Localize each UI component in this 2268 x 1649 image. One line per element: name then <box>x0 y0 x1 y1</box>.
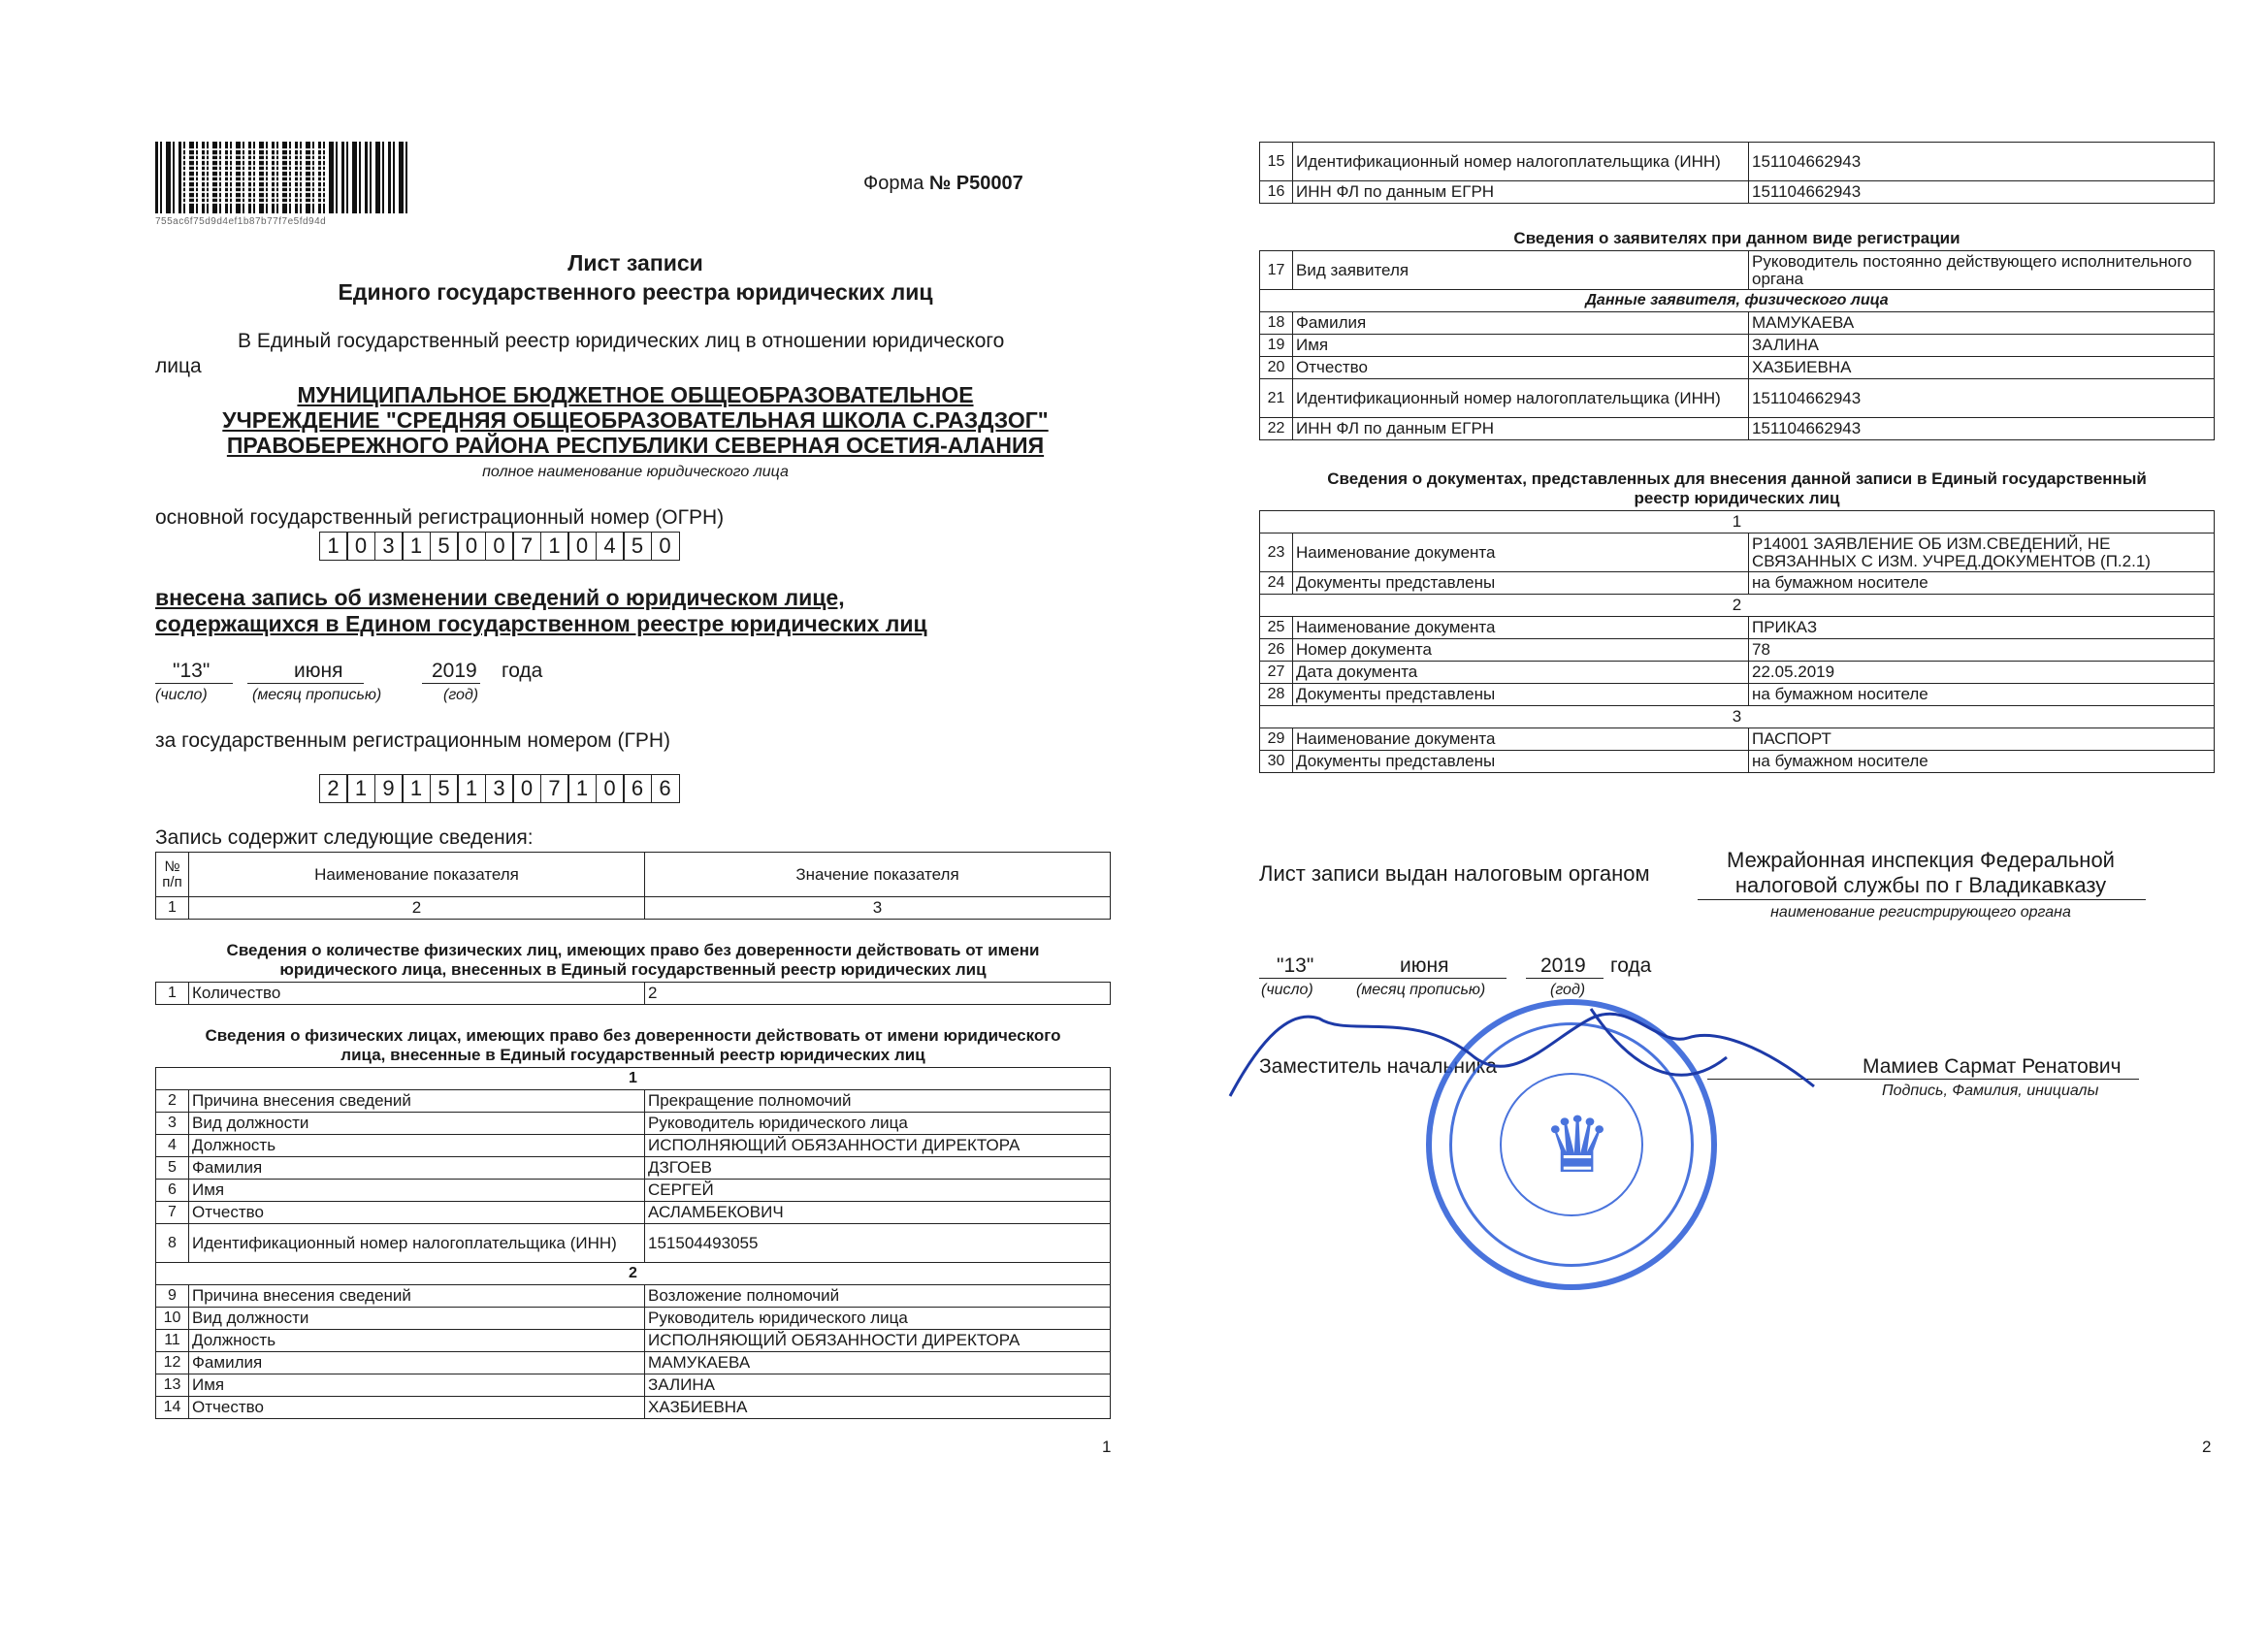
ogrn-digit: 0 <box>457 532 486 561</box>
grn-digit: 1 <box>567 774 597 803</box>
row-value: Возложение полномочий <box>645 1285 1111 1308</box>
docs-title-2: реестр юридических лиц <box>1634 489 1840 507</box>
org-name-1: МУНИЦИПАЛЬНОЕ БЮДЖЕТНОЕ ОБЩЕОБРАЗОВАТЕЛЬНОЕ <box>297 382 974 407</box>
page-number-1: 1 <box>1102 1438 1112 1456</box>
ogrn-digit: 1 <box>540 532 569 561</box>
docs-table <box>1259 510 2215 773</box>
table-row <box>156 1157 1111 1180</box>
grn-digit: 5 <box>430 774 459 803</box>
block-label: 1 <box>1260 511 2215 534</box>
date-2-year-suffix: года <box>1610 954 1652 977</box>
block-label: 3 <box>1260 706 2215 728</box>
row-label: Идентификационный номер налогоплательщика (ИНН) <box>1293 143 1749 181</box>
row-value: на бумажном носителе <box>1749 751 2215 773</box>
row-number: 1 <box>156 983 189 1005</box>
doc-title-2: Единого государственного реестра юридических лиц <box>338 279 933 305</box>
intro-text: В Единый государственный реестр юридических лиц в отношении юридического <box>238 330 1005 352</box>
table-row <box>1260 534 2215 572</box>
row-value: 22.05.2019 <box>1749 662 2215 684</box>
doc-title-1: Лист записи <box>567 250 703 275</box>
block-label: 2 <box>1260 595 2215 617</box>
row-number: 27 <box>1260 662 1293 684</box>
ogrn-cells <box>320 532 680 561</box>
grn-digit: 1 <box>346 774 375 803</box>
row-number: 20 <box>1260 357 1293 379</box>
date-1-cap-day: (число) <box>155 687 208 703</box>
row-label: Дата документа <box>1293 662 1749 684</box>
row-label: Документы представлены <box>1293 684 1749 706</box>
grn-label: за государственным регистрационным номером (ГРН) <box>155 729 670 752</box>
row-value: МАМУКАЕВА <box>645 1352 1111 1374</box>
header-name: Наименование показателя <box>189 853 645 897</box>
row-number: 21 <box>1260 379 1293 418</box>
row-number: 30 <box>1260 751 1293 773</box>
row-number: 26 <box>1260 639 1293 662</box>
row-number: 28 <box>1260 684 1293 706</box>
row-number: 14 <box>156 1397 189 1419</box>
table-row <box>1260 181 2215 204</box>
row-number: 25 <box>1260 617 1293 639</box>
row-number: 17 <box>1260 251 1293 290</box>
grn-digit: 9 <box>374 774 404 803</box>
row-value: ИСПОЛНЯЮЩИЙ ОБЯЗАННОСТИ ДИРЕКТОРА <box>645 1330 1111 1352</box>
row-label: Номер документа <box>1293 639 1749 662</box>
row-label: Имя <box>1293 335 1749 357</box>
row-value: ЗАЛИНА <box>1749 335 2215 357</box>
row-label: Отчество <box>189 1202 645 1224</box>
section-persons-title-1: Сведения о физических лицах, имеющих право без доверенности действовать от имени юридического <box>205 1026 1061 1045</box>
persons-table <box>155 1067 1111 1419</box>
row-value: 78 <box>1749 639 2215 662</box>
docs-title-1: Сведения о документах, представленных для внесения данной записи в Единый государственный <box>1327 469 2147 488</box>
row-number: 6 <box>156 1180 189 1202</box>
row-label: Идентификационный номер налогоплательщика (ИНН) <box>1293 379 1749 418</box>
section-count-title-2: юридического лица, внесенных в Единый государственный реестр юридических лиц <box>279 960 987 979</box>
table-row <box>156 1224 1111 1263</box>
date-2-month: июня <box>1400 954 1449 977</box>
table-row <box>156 1330 1111 1352</box>
table-row <box>1260 335 2215 357</box>
row-label: Отчество <box>1293 357 1749 379</box>
table-row <box>1260 379 2215 418</box>
table-row <box>156 1352 1111 1374</box>
row-number: 3 <box>156 1113 189 1135</box>
row-label: Идентификационный номер налогоплательщика (ИНН) <box>189 1224 645 1263</box>
row-number: 12 <box>156 1352 189 1374</box>
row-label: Наименование документа <box>1293 534 1749 572</box>
barcode <box>155 142 409 213</box>
ogrn-digit: 1 <box>319 532 348 561</box>
signature <box>1222 980 1824 1116</box>
issuer-caption: наименование регистрирующего органа <box>1770 904 2071 921</box>
ogrn-digit: 4 <box>596 532 625 561</box>
contains-label: Запись содержит следующие сведения: <box>155 826 534 849</box>
table-row <box>156 1374 1111 1397</box>
table-row <box>156 1090 1111 1113</box>
ogrn-digit: 0 <box>485 532 514 561</box>
row-label: Должность <box>189 1135 645 1157</box>
entry-text-2: содержащихся в Едином государственном реестре юридических лиц <box>155 611 927 636</box>
row-label: Наименование документа <box>1293 617 1749 639</box>
ogrn-digit: 7 <box>512 532 541 561</box>
row-value: 151104662943 <box>1749 418 2215 440</box>
row-value: ДЗГОЕВ <box>645 1157 1111 1180</box>
row-number: 13 <box>156 1374 189 1397</box>
grn-digit: 2 <box>319 774 348 803</box>
date-1-cap-year: (год) <box>443 687 479 703</box>
grn-digit: 1 <box>457 774 486 803</box>
table-row <box>156 1180 1111 1202</box>
row-label: Имя <box>189 1374 645 1397</box>
row-value: 151104662943 <box>1749 379 2215 418</box>
date-2-cap-month: (месяц прописью) <box>1356 982 1486 998</box>
signer-position: Заместитель начальника <box>1259 1055 1498 1078</box>
header-col-2: 2 <box>189 897 645 920</box>
row-value: ХАЗБИЕВНА <box>1749 357 2215 379</box>
row-label: ИНН ФЛ по данным ЕГРН <box>1293 418 1749 440</box>
row-number: 19 <box>1260 335 1293 357</box>
issuer-line-2: налоговой службы по г Владикавказу <box>1734 873 2107 897</box>
applicants-table <box>1259 250 2215 440</box>
grn-digit: 1 <box>402 774 431 803</box>
row-label: Фамилия <box>189 1352 645 1374</box>
row-number: 2 <box>156 1090 189 1113</box>
table-row <box>156 983 1111 1005</box>
form-label-text: Форма <box>863 173 924 194</box>
ogrn-digit: 3 <box>374 532 404 561</box>
grn-digit: 3 <box>485 774 514 803</box>
row-value: ЗАЛИНА <box>645 1374 1111 1397</box>
row-value: МАМУКАЕВА <box>1749 312 2215 335</box>
table-row <box>1260 312 2215 335</box>
row-value: ПРИКАЗ <box>1749 617 2215 639</box>
section-persons-title-2: лица, внесенные в Единый государственный реестр юридических лиц <box>340 1046 925 1064</box>
ogrn-digit: 5 <box>430 532 459 561</box>
table-row <box>1260 662 2215 684</box>
table-row <box>1260 728 2215 751</box>
date-1-month: июня <box>294 660 343 682</box>
applicants-title: Сведения о заявителях при данном виде регистрации <box>1513 229 1960 247</box>
table-row <box>1260 572 2215 595</box>
table-row <box>1260 251 2215 290</box>
row-label: Отчество <box>189 1397 645 1419</box>
block-label: 1 <box>156 1068 1111 1090</box>
row-value: 151104662943 <box>1749 143 2215 181</box>
row-label: Количество <box>189 983 645 1005</box>
row-value: на бумажном носителе <box>1749 684 2215 706</box>
date-1 <box>155 660 543 718</box>
applicant-subheader: Данные заявителя, физического лица <box>1260 290 2215 312</box>
row-number: 5 <box>156 1157 189 1180</box>
table-row <box>156 1397 1111 1419</box>
date-2-cap-day: (число) <box>1261 982 1313 998</box>
entry-text-1: внесена запись об изменении сведений о юридическом лице, <box>155 585 845 610</box>
header-num: № п/п <box>156 853 189 897</box>
eagle-emblem-icon: ♛ <box>1542 1102 1612 1188</box>
grn-cells <box>320 774 680 803</box>
table-row <box>156 1308 1111 1330</box>
org-name-3: ПРАВОБЕРЕЖНОГО РАЙОНА РЕСПУБЛИКИ СЕВЕРНАЯ ОСЕТИЯ-АЛАНИЯ <box>226 433 1045 458</box>
table-row <box>1260 684 2215 706</box>
signer-caption: Подпись, Фамилия, инициалы <box>1882 1083 2099 1099</box>
header-col-3: 3 <box>645 897 1111 920</box>
table-row <box>1260 751 2215 773</box>
row-value: СЕРГЕЙ <box>645 1180 1111 1202</box>
table-row <box>156 1202 1111 1224</box>
row-number: 8 <box>156 1224 189 1263</box>
row-number: 7 <box>156 1202 189 1224</box>
header-col-1: 1 <box>156 897 189 920</box>
table-row <box>1260 617 2215 639</box>
inn-table <box>1259 142 2215 204</box>
page-number-2: 2 <box>2202 1438 2212 1456</box>
ogrn-digit: 1 <box>402 532 431 561</box>
row-number: 22 <box>1260 418 1293 440</box>
row-number: 16 <box>1260 181 1293 204</box>
barcode-id: 755ac6f75d9d4ef1b87b77f7e5fd94d <box>155 216 327 227</box>
row-number: 4 <box>156 1135 189 1157</box>
row-label: Причина внесения сведений <box>189 1285 645 1308</box>
date-2-day: "13" <box>1277 954 1314 977</box>
row-value: 151504493055 <box>645 1224 1111 1263</box>
row-value: Прекращение полномочий <box>645 1090 1111 1113</box>
count-table <box>155 982 1111 1005</box>
ogrn-digit: 0 <box>567 532 597 561</box>
table-row <box>156 1135 1111 1157</box>
org-name-caption: полное наименование юридического лица <box>482 464 789 480</box>
row-number: 9 <box>156 1285 189 1308</box>
row-label: Вид заявителя <box>1293 251 1749 290</box>
row-label: Фамилия <box>1293 312 1749 335</box>
row-value: ПАСПОРТ <box>1749 728 2215 751</box>
date-1-year-suffix: года <box>502 660 543 682</box>
row-value: Руководитель постоянно действующего исполнительного органа <box>1749 251 2215 290</box>
row-number: 18 <box>1260 312 1293 335</box>
row-label: Документы представлены <box>1293 572 1749 595</box>
row-number: 11 <box>156 1330 189 1352</box>
table-row <box>1260 143 2215 181</box>
intro-text-2: лица <box>155 355 202 377</box>
block-label: 2 <box>156 1263 1111 1285</box>
table-row <box>1260 639 2215 662</box>
row-value: на бумажном носителе <box>1749 572 2215 595</box>
row-label: Документы представлены <box>1293 751 1749 773</box>
form-number: № Р50007 <box>928 173 1023 194</box>
grn-digit: 6 <box>623 774 652 803</box>
row-number: 10 <box>156 1308 189 1330</box>
issued-by-label: Лист записи выдан налоговым органом <box>1259 861 1650 886</box>
signer-name: Мамиев Сармат Ренатович <box>1863 1055 2122 1078</box>
row-value: ХАЗБИЕВНА <box>645 1397 1111 1419</box>
table-row <box>1260 357 2215 379</box>
row-label: ИНН ФЛ по данным ЕГРН <box>1293 181 1749 204</box>
form-label <box>863 173 1023 195</box>
row-label: Фамилия <box>189 1157 645 1180</box>
row-label: Должность <box>189 1330 645 1352</box>
row-label: Вид должности <box>189 1308 645 1330</box>
org-name-2: УЧРЕЖДЕНИЕ "СРЕДНЯЯ ОБЩЕОБРАЗОВАТЕЛЬНАЯ ШКОЛА С.РАЗДЗОГ" <box>222 407 1049 433</box>
date-1-cap-month: (месяц прописью) <box>252 687 382 703</box>
date-1-year: 2019 <box>432 660 477 682</box>
ogrn-digit: 5 <box>623 532 652 561</box>
issuer-line-1: Межрайонная инспекция Федеральной <box>1727 848 2115 872</box>
row-value: 151104662943 <box>1749 181 2215 204</box>
ogrn-label: основной государственный регистрационный номер (ОГРН) <box>155 506 725 529</box>
grn-digit: 6 <box>651 774 680 803</box>
date-2-year: 2019 <box>1540 954 1586 977</box>
date-2-cap-year: (год) <box>1550 982 1586 998</box>
ogrn-digit: 0 <box>346 532 375 561</box>
table-row <box>1260 418 2215 440</box>
row-number: 24 <box>1260 572 1293 595</box>
date-1-day: "13" <box>173 660 211 682</box>
row-value: ИСПОЛНЯЮЩИЙ ОБЯЗАННОСТИ ДИРЕКТОРА <box>645 1135 1111 1157</box>
row-label: Вид должности <box>189 1113 645 1135</box>
row-value: 2 <box>645 983 1111 1005</box>
grn-digit: 7 <box>540 774 569 803</box>
row-number: 23 <box>1260 534 1293 572</box>
table-row <box>156 1285 1111 1308</box>
main-header-table <box>155 852 1111 920</box>
row-value: Руководитель юридического лица <box>645 1113 1111 1135</box>
row-label: Причина внесения сведений <box>189 1090 645 1113</box>
row-value: Руководитель юридического лица <box>645 1308 1111 1330</box>
section-count-title-1: Сведения о количестве физических лиц, имеющих право без доверенности действовать от имени <box>226 941 1040 959</box>
row-number: 15 <box>1260 143 1293 181</box>
grn-digit: 0 <box>596 774 625 803</box>
row-value: АСЛАМБЕКОВИЧ <box>645 1202 1111 1224</box>
header-value: Значение показателя <box>645 853 1111 897</box>
row-number: 29 <box>1260 728 1293 751</box>
table-row <box>156 1113 1111 1135</box>
row-label: Наименование документа <box>1293 728 1749 751</box>
row-value: Р14001 ЗАЯВЛЕНИЕ ОБ ИЗМ.СВЕДЕНИЙ, НЕ СВЯЗАННЫХ С ИЗМ. УЧРЕД.ДОКУМЕНТОВ (П.2.1) <box>1749 534 2215 572</box>
ogrn-digit: 0 <box>651 532 680 561</box>
row-label: Имя <box>189 1180 645 1202</box>
grn-digit: 0 <box>512 774 541 803</box>
